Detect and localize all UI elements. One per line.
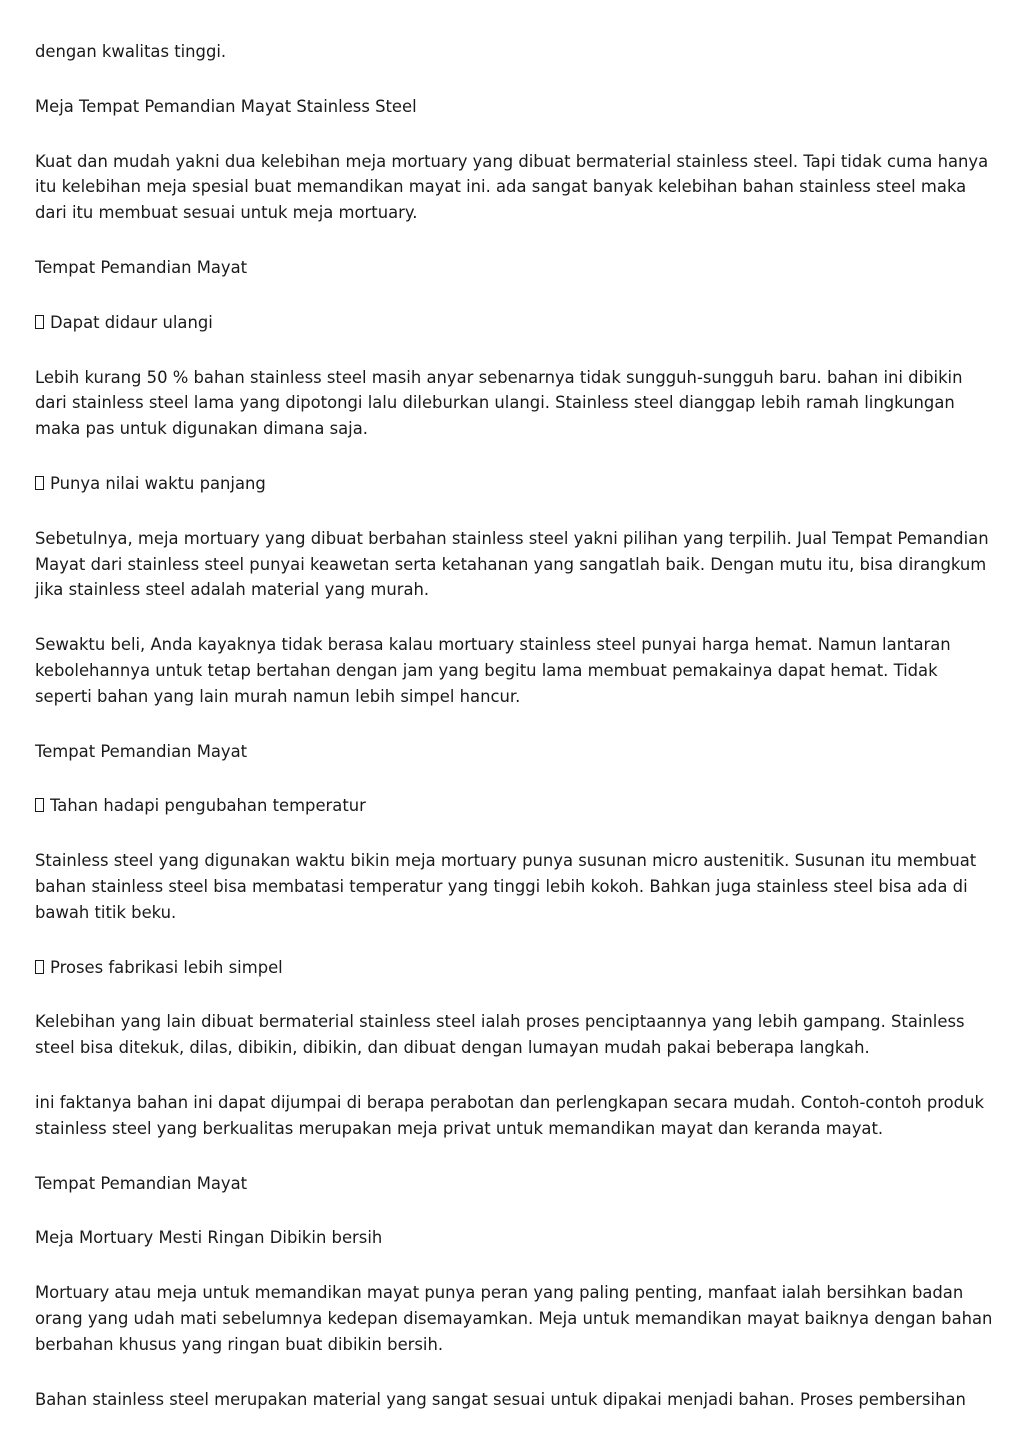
paragraph-text: Tahan hadapi pengubahan temperatur xyxy=(50,796,366,816)
text-paragraph xyxy=(35,255,995,281)
paragraph-text: Lebih kurang 50 % bahan stainless steel masih anyar sebenarnya tidak sungguh-sungguh baru. bahan ini dibikin dari stainless steel lama yang dipotongi lalu dileburkan ulangi. Stainless steel dianggap lebih ramah lingkungan maka pas untuk digunakan dimana saja. xyxy=(35,367,963,439)
text-paragraph xyxy=(35,739,995,765)
text-paragraph xyxy=(35,1387,995,1413)
text-paragraph xyxy=(35,1171,995,1197)
paragraph-text: Mortuary atau meja untuk memandikan mayat punya peran yang paling penting, manfaat ialah bersihkan badan orang yang udah mati sebelumnya kedepan disemayamkan. Meja untuk memandikan mayat baiknya dengan bahan berbahan khusus yang ringan buat dibikin bersih. xyxy=(35,1283,993,1354)
paragraph-text: Sebetulnya, meja mortuary yang dibuat berbahan stainless steel yakni pilihan yang terpilih. Jual Tempat Pemandian Mayat dari stainless steel punyai keawetan serta ketahanan yang sangatlah baik. Dengan mutu itu, bisa dirangkum jika stainless steel adalah material yang murah. xyxy=(35,528,989,600)
bullet-item xyxy=(35,955,995,981)
text-paragraph xyxy=(35,1280,995,1357)
paragraph-text: Dapat didaur ulangi xyxy=(50,312,213,332)
paragraph-text: Stainless steel yang digunakan waktu bikin meja mortuary punya susunan micro austenitik. Susunan itu membuat bahan stainless steel bisa membatasi temperatur yang tinggi lebih kokoh. Bahkan juga stainless steel bisa ada di bawah titik beku. xyxy=(35,851,977,922)
text-paragraph xyxy=(35,39,995,65)
missing-glyph-bullet-icon xyxy=(35,798,44,812)
paragraph-text: ini faktanya bahan ini dapat dijumpai di berapa perabotan dan perlengkapan secara mudah. Contoh-contoh produk stainless steel yang berkualitas merupakan meja privat untuk memandikan mayat dan keranda mayat. xyxy=(35,1092,984,1138)
paragraph-text: Meja Tempat Pemandian Mayat Stainless Steel xyxy=(35,96,417,116)
text-paragraph xyxy=(35,365,995,442)
text-paragraph xyxy=(35,632,995,709)
bullet-item xyxy=(35,310,995,336)
bullet-item xyxy=(35,471,995,497)
missing-glyph-bullet-icon xyxy=(35,315,44,329)
text-paragraph xyxy=(35,1225,995,1251)
document-body xyxy=(35,39,995,1441)
paragraph-text: Kuat dan mudah yakni dua kelebihan meja mortuary yang dibuat bermaterial stainless steel. Tapi tidak cuma hanya itu kelebihan meja spesial buat memandikan mayat ini. ada sangat banyak kelebihan bahan stainless steel maka dari itu membuat sesuai untuk meja mortuary. xyxy=(35,151,989,223)
paragraph-text: Meja Mortuary Mesti Ringan Dibikin bersih xyxy=(35,1228,383,1248)
missing-glyph-bullet-icon xyxy=(35,960,44,974)
paragraph-text: Proses fabrikasi lebih simpel xyxy=(50,957,283,977)
paragraph-text: Sewaktu beli, Anda kayaknya tidak berasa kalau mortuary stainless steel punyai harga hemat. Namun lantaran kebolehannya untuk tetap bertahan dengan jam yang begitu lama membuat pemakainya dapat hemat. Tidak seperti bahan yang lain murah namun lebih simpel hancur. xyxy=(35,635,951,706)
text-paragraph xyxy=(35,1090,995,1142)
paragraph-text: dengan kwalitas tinggi. xyxy=(35,42,227,61)
paragraph-text: Kelebihan yang lain dibuat bermaterial stainless steel ialah proses penciptaannya yang lebih gampang. Stainless steel bisa ditekuk, dilas, dibikin, dibikin, dan dibuat dengan lumayan mudah pakai beberapa langkah. xyxy=(35,1012,965,1058)
text-paragraph xyxy=(35,94,995,120)
missing-glyph-bullet-icon xyxy=(35,476,44,490)
paragraph-text: Tempat Pemandian Mayat xyxy=(35,1173,248,1193)
bullet-item xyxy=(35,793,995,819)
paragraph-text: Tempat Pemandian Mayat xyxy=(35,741,248,761)
paragraph-text: Punya nilai waktu panjang xyxy=(50,473,266,493)
text-paragraph xyxy=(35,848,995,925)
text-paragraph xyxy=(35,149,995,226)
text-paragraph xyxy=(35,1009,995,1061)
paragraph-text: Tempat Pemandian Mayat xyxy=(35,257,248,277)
text-paragraph xyxy=(35,526,995,603)
paragraph-text: Bahan stainless steel merupakan material yang sangat sesuai untuk dipakai menjadi bahan. Proses pembersihan xyxy=(35,1389,966,1409)
